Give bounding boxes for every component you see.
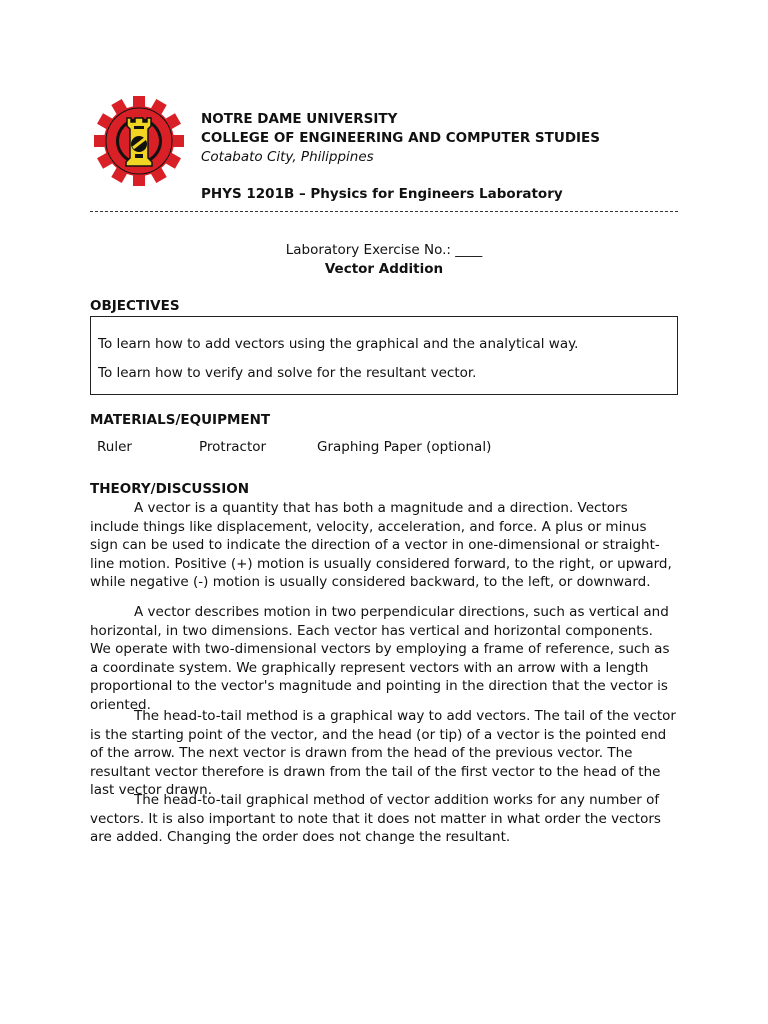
theory-paragraph: The head-to-tail graphical method of vector addition works for any number of vectors. It is also important to note that it does not matter in what order the vectors are added. Changing the order does not change the resultant. (90, 792, 661, 845)
lab-exercise-number: Laboratory Exercise No.: ____ (285, 242, 483, 258)
lab-title: Vector Addition (324, 261, 444, 277)
theory-paragraph: A vector describes motion in two perpendicular directions, such as vertical and horizontal, in two dimensions. Each vector has vertical and horizontal components. We operate with two-dimensional vectors by employing a frame of reference, such as a coordinate system. We graphically represent vectors with an arrow with a length proportional to the vector's magnitude and pointing in the direction that the vector is oriented. (90, 604, 670, 713)
college-name: COLLEGE OF ENGINEERING AND COMPUTER STUDIES (201, 130, 600, 146)
theory-heading: THEORY/DISCUSSION (90, 481, 250, 497)
course-title: PHYS 1201B – Physics for Engineers Laboratory (201, 186, 563, 202)
objectives-heading: OBJECTIVES (90, 298, 180, 314)
objective-item: To learn how to verify and solve for the resultant vector. (98, 365, 477, 381)
header-divider (90, 211, 678, 212)
material-item-graphing-paper: Graphing Paper (optional) (317, 439, 492, 455)
university-logo-icon (94, 96, 184, 186)
theory-paragraph: A vector is a quantity that has both a magnitude and a direction. Vectors include things like displacement, velocity, acceleration, and force. A plus or minus sign can be used to indicate the direction of a vector in one-dimensional or straight-line motion. Positive (+) motion is usually considered forward, to the right, or upward, while negative (-) motion is usually considered backward, to the left, or downward. (90, 500, 672, 590)
theory-paragraph: The head-to-tail method is a graphical way to add vectors. The tail of the vector is the starting point of the vector, and the head (or tip) of a vector is the pointed end of the arrow. The next vector is drawn from the head of the previous vector. The resultant vector therefore is drawn from the tail of the first vector to the head of the last vector drawn. (90, 708, 676, 798)
material-item-ruler: Ruler (97, 439, 132, 455)
materials-heading: MATERIALS/EQUIPMENT (90, 412, 271, 428)
university-location: Cotabato City, Philippines (201, 149, 374, 165)
objectives-box (90, 316, 678, 395)
material-item-protractor: Protractor (199, 439, 267, 455)
objective-item: To learn how to add vectors using the graphical and the analytical way. (98, 336, 579, 352)
university-name: NOTRE DAME UNIVERSITY (201, 111, 398, 127)
